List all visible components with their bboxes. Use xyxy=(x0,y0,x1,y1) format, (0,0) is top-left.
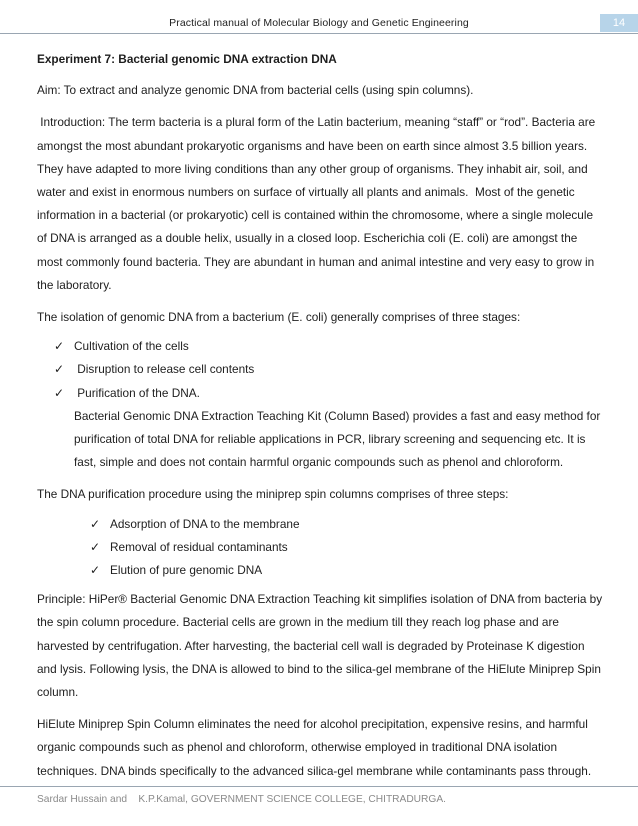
principle-paragraph: Principle: HiPer® Bacterial Genomic DNA Extraction Teaching kit simplifies isolation of DNA from bacteria by the spin column procedure. Bacterial cells are grown in the medium till they reach log phase and are harvested by centrifugation. After harvesting, the bacterial cell wall is degraded by Proteinase K digestion and lysis. Following lysis, the DNA is allowed to bind to the silica-gel membrane of the HiElute Miniprep Spin column. xyxy=(37,592,603,700)
stages-intro-paragraph: The isolation of genomic DNA from a bacterium (E. coli) generally comprises of three stages: xyxy=(37,310,521,325)
checkmark-icon: ✓ xyxy=(54,339,65,354)
list-item: ✓ Removal of residual contaminants xyxy=(90,536,603,559)
header-divider xyxy=(0,33,638,34)
experiment-heading: Experiment 7: Bacterial genomic DNA extraction DNA xyxy=(37,52,337,66)
stages-list xyxy=(54,335,603,405)
footer-credits: Sardar Hussain and K.P.Kamal, GOVERNMENT SCIENCE COLLEGE, CHITRADURGA. xyxy=(37,794,446,805)
hielute-paragraph: HiElute Miniprep Spin Column eliminates the need for alcohol precipitation, expensive resins, and harmful organic compounds such as phenol and chloroform, otherwise employed in traditional DNA isolation techniques. DNA binds specifically to the advanced silica-gel membrane while contaminants pass through. xyxy=(37,717,592,778)
steps-intro-paragraph: The DNA purification procedure using the miniprep spin columns comprises of three steps: xyxy=(37,487,509,502)
list-item: ✓ Adsorption of DNA to the membrane xyxy=(90,513,603,536)
kit-description-paragraph: Bacterial Genomic DNA Extraction Teaching Kit (Column Based) provides a fast and easy method for purification of total DNA for reliable applications in PCR, library screening and sequencing etc. It is fast, simple and does not contain harmful organic compounds such as phenol and chloroform. xyxy=(74,408,601,470)
list-item: ✓ Purification of the DNA. xyxy=(54,382,603,405)
steps-list xyxy=(90,513,603,583)
aim-paragraph: Aim: To extract and analyze genomic DNA from bacterial cells (using spin columns). xyxy=(37,83,474,98)
running-header: Practical manual of Molecular Biology and Genetic Engineering xyxy=(169,17,469,29)
introduction-paragraph: Introduction: The term bacteria is a plural form of the Latin bacterium, meaning “staff” or “rod”. Bacteria are amongst the most abundant prokaryotic organisms and have been on earth since almost 3.5 billion years. They have adapted to more living conditions than any other group of organisms. They inhabit air, soil, and water and exist in enormous numbers on surface of virtually all plants and animals. Most of the genetic information in a bacterial (or prokaryotic) cell is contained within the chromosome, where a single molecule of DNA is arranged as a double helix, usually in a closed loop. Escherichia coli (E. coli) are amongst the most commonly found bacteria. They are abundant in human and animal intestine and very easy to grow in the laboratory. xyxy=(37,115,599,292)
checkmark-icon: ✓ xyxy=(90,539,101,554)
checkmark-icon: ✓ xyxy=(90,516,101,531)
footer-divider xyxy=(0,786,638,787)
checkmark-icon: ✓ xyxy=(90,563,101,578)
checkmark-icon: ✓ xyxy=(54,362,65,377)
checkmark-icon: ✓ xyxy=(54,385,65,400)
list-item: ✓ Cultivation of the cells xyxy=(54,335,603,358)
list-item: ✓ Elution of pure genomic DNA xyxy=(90,559,603,582)
list-item: ✓ Disruption to release cell contents xyxy=(54,358,603,381)
page-content xyxy=(37,44,603,783)
page-number-badge: 14 xyxy=(600,14,638,32)
